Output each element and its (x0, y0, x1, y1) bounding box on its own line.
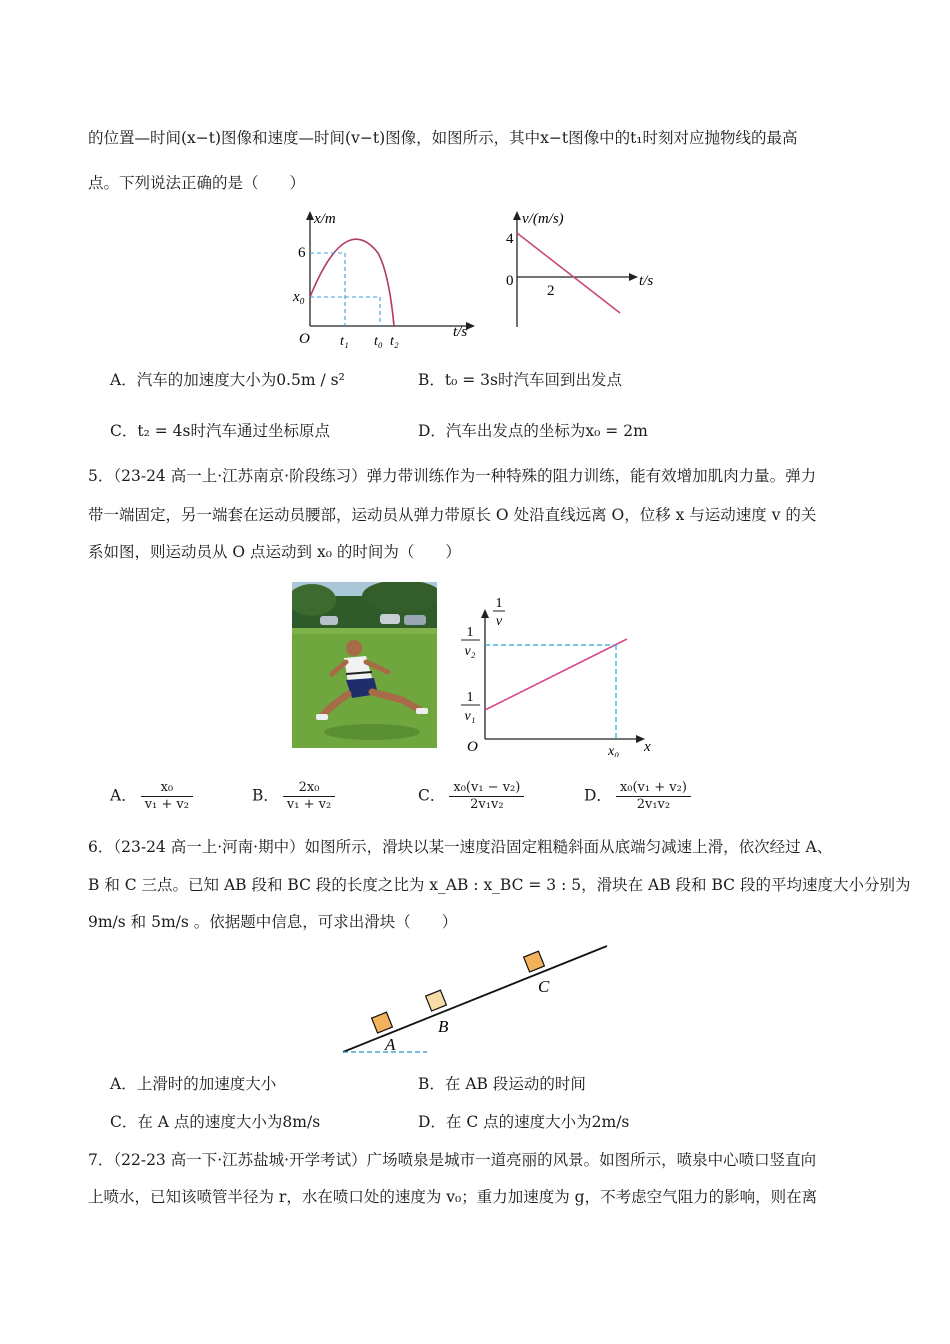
q5-option-a[interactable]: A． $\frac{\text{x₀}}{\text{v₁ + v₂}}$ (110, 780, 193, 813)
tick-x0: x₀ (608, 744, 620, 757)
q7-stem-line1: 7．（22-23 高一下·江苏盐城·开学考试）广场喷泉是城市一道亮丽的风景。如图所示，喷泉中心喷口竖直向 (88, 1151, 817, 1169)
block-b (426, 990, 447, 1011)
xt-tick-6: 6 (298, 245, 306, 261)
q6-option-d[interactable]: D．在 C 点的速度大小为2m/s (418, 1113, 630, 1131)
vt-tick-2: 2 (547, 283, 555, 299)
q4-option-a[interactable]: A．汽车的加速度大小为0.5m / s² (110, 371, 345, 389)
xt-y-label: x/m (314, 211, 336, 227)
tick-low-num: 1 (466, 690, 474, 705)
q7-stem-line2: 上喷水，已知该喷管半径为 r，水在喷口处的速度为 v₀；重力加速度为 g，不考虑空气阻力的影响，则在离 (88, 1188, 818, 1206)
q4-vt-graph (500, 205, 670, 330)
q6-stem-line2: B 和 C 三点。已知 AB 段和 BC 段的长度之比为 x_AB : x_BC = 3 : 5，滑块在 AB 段和 BC 段的平均速度大小分别为 (88, 876, 911, 894)
q4-option-c[interactable]: C．t₂ = 4s时汽车通过坐标原点 (110, 422, 330, 440)
block-c (524, 951, 545, 972)
xt-tick-t1: t₁ (340, 334, 349, 349)
q5-stem-line3: 系如图，则运动员从 O 点运动到 x₀ 的时间为（ ） (88, 543, 461, 561)
tick-low-den: v₁ (464, 709, 476, 724)
xt-tick-t0: t₀ (374, 334, 383, 349)
label-a: A (385, 1035, 396, 1054)
tick-high-num: 1 (466, 625, 474, 640)
q6-incline-figure (335, 940, 615, 1058)
q6-option-b[interactable]: B．在 AB 段运动的时间 (418, 1075, 586, 1093)
graph-origin: O (467, 739, 478, 755)
q5-inverse-v-graph (455, 595, 660, 757)
label-b: B (438, 1017, 449, 1036)
q4-option-d[interactable]: D．汽车出发点的坐标为x₀ = 2m (418, 422, 648, 440)
vt-tick-0: 0 (506, 273, 514, 289)
q6-option-a[interactable]: A．上滑时的加速度大小 (110, 1075, 277, 1093)
xt-origin: O (299, 331, 310, 347)
label-c: C (538, 977, 550, 996)
graph-ylabel-den: v (495, 614, 503, 629)
q5-option-d[interactable]: D． $\frac{\text{x₀(v₁ + v₂)}}{\text{2v₁v₂}}$ (584, 780, 691, 813)
incline-surface (343, 946, 607, 1052)
q5-option-c[interactable]: C． $\frac{\text{x₀(v₁ − v₂)}}{\text{2v₁v₂}}$ (418, 780, 524, 813)
xt-tick-x0: x₀ (293, 289, 305, 305)
q5-stem-line2: 带一端固定，另一端套在运动员腰部，运动员从弹力带原长 O 处沿直线远离 O，位移 x 与运动速度 v 的关 (88, 506, 817, 524)
q6-stem-line3: 9m/s 和 5m/s 。依据题中信息，可求出滑块（ ） (88, 913, 458, 931)
q4-stem-line1: 的位置—时间(x−t)图像和速度—时间(v−t)图像，如图所示，其中x−t图像中的t₁时刻对应抛物线的最高 (88, 129, 798, 147)
q5-stem-line1: 5．（23-24 高一上·江苏南京·阶段练习）弹力带训练作为一种特殊的阻力训练，能有效增加肌肉力量。弹力 (88, 467, 817, 485)
block-a (372, 1012, 393, 1033)
vt-tick-4: 4 (506, 231, 514, 247)
tick-high-den: v₂ (464, 644, 476, 659)
q4-stem-line2: 点。下列说法正确的是（ ） (88, 174, 306, 192)
xt-x-label: t/s (453, 324, 468, 340)
vt-line (517, 233, 620, 313)
xt-tick-t2: t₂ (390, 334, 399, 349)
graph-ylabel-num: 1 (495, 596, 503, 611)
inverse-v-line (485, 639, 627, 710)
q5-option-b[interactable]: B． $\frac{\text{2x₀}}{\text{v₁ + v₂}}$ (252, 780, 335, 813)
athlete-photo (292, 582, 437, 748)
q6-option-c[interactable]: C．在 A 点的速度大小为8m/s (110, 1113, 321, 1131)
q4-xt-graph (290, 205, 490, 350)
xt-parabola (310, 239, 394, 326)
vt-y-label: v/(m/s) (522, 211, 564, 227)
vt-x-label: t/s (639, 273, 654, 289)
graph-xlabel: x (644, 739, 651, 755)
q6-stem-line1: 6．（23-24 高一上·河南·期中）如图所示，滑块以某一速度沿固定粗糙斜面从底端匀减速上滑，依次经过 A、 (88, 838, 833, 856)
q4-option-b[interactable]: B．t₀ = 3s时汽车回到出发点 (418, 371, 622, 389)
